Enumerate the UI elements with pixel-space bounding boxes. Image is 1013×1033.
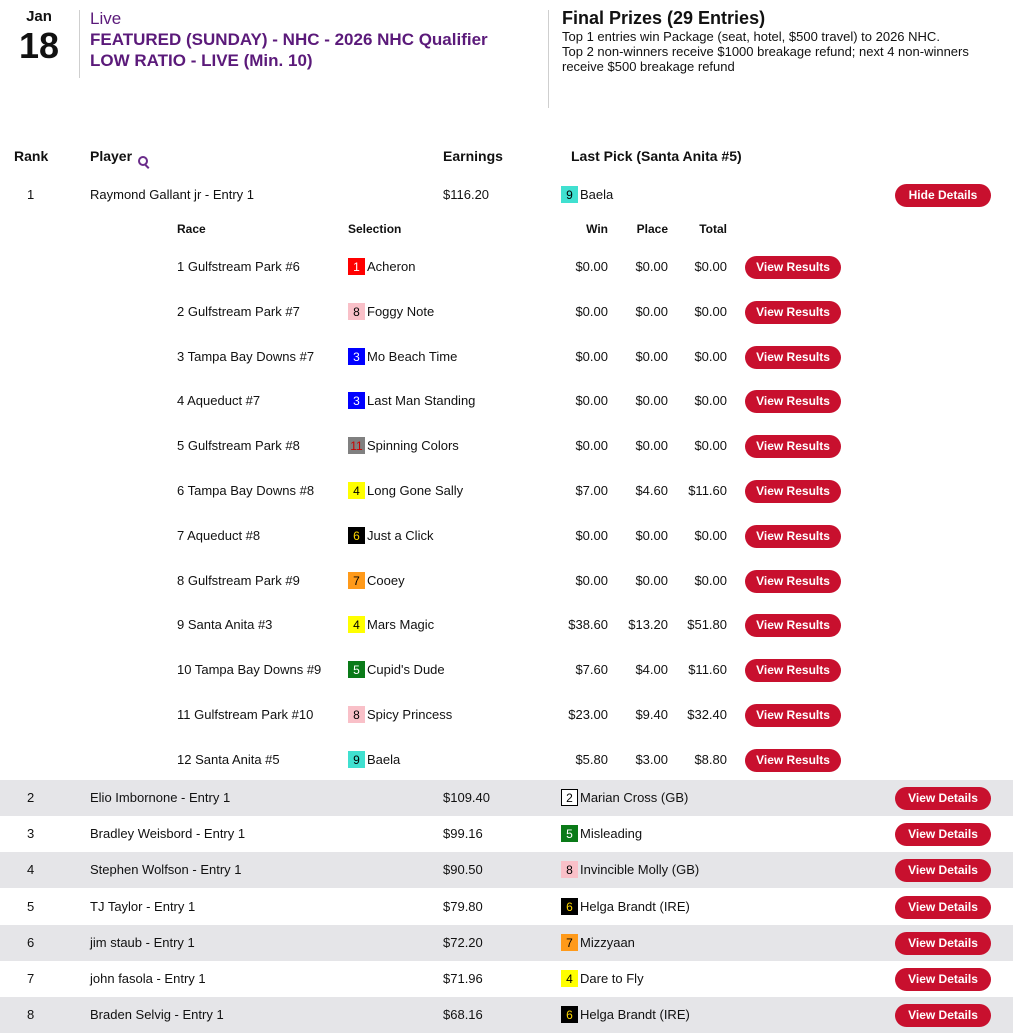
view-results-button[interactable]: View Results	[745, 525, 841, 548]
race-detail-row	[0, 647, 1013, 692]
saddle-cloth-number: 6	[561, 898, 578, 915]
view-details-button[interactable]: View Details	[895, 859, 991, 882]
win-cell: $0.00	[575, 438, 608, 454]
view-details-button[interactable]: View Details	[895, 932, 991, 955]
win-cell: $7.60	[575, 662, 608, 678]
horse-name: Spicy Princess	[367, 707, 453, 723]
horse-name: Misleading	[580, 826, 643, 842]
selection-cell	[348, 258, 415, 275]
last-pick-cell	[561, 825, 642, 842]
player-name: Braden Selvig - Entry 1	[90, 1007, 224, 1022]
total-cell: $0.00	[694, 572, 727, 588]
selection-cell	[348, 661, 445, 678]
horse-name: Helga Brandt (IRE)	[580, 1007, 690, 1023]
view-results-button[interactable]: View Results	[745, 480, 841, 503]
saddle-cloth-number: 1	[348, 258, 365, 275]
earnings-cell: $116.20	[443, 187, 490, 202]
saddle-cloth-number: 7	[561, 934, 578, 951]
rank-cell: 3	[27, 826, 35, 841]
leaderboard-row	[0, 961, 1013, 997]
rank-cell: 7	[27, 971, 35, 986]
view-results-button[interactable]: View Results	[745, 390, 841, 413]
view-results-button[interactable]: View Results	[745, 301, 841, 324]
race-detail-row	[0, 289, 1013, 334]
last-pick-header: Last Pick (Santa Anita #5)	[571, 148, 742, 164]
race-header: Race	[177, 222, 206, 236]
race-cell: 9 Santa Anita #3	[177, 617, 273, 633]
leaderboard-row	[0, 889, 1013, 925]
race-cell: 7 Aqueduct #8	[177, 527, 261, 543]
total-cell: $0.00	[694, 348, 727, 364]
horse-name: Cupid's Dude	[367, 662, 445, 678]
leaderboard-row	[0, 177, 1013, 213]
total-cell: $0.00	[694, 393, 727, 409]
win-cell: $0.00	[575, 393, 608, 409]
earnings-header: Earnings	[443, 148, 503, 164]
place-cell: $4.00	[635, 662, 668, 678]
view-details-button[interactable]: View Details	[895, 1004, 991, 1027]
horse-name: Helga Brandt (IRE)	[580, 899, 690, 915]
place-cell: $0.00	[635, 393, 668, 409]
selection-cell	[348, 572, 405, 589]
divider	[79, 10, 80, 78]
win-cell: $0.00	[575, 572, 608, 588]
selection-cell	[348, 527, 433, 544]
view-results-button[interactable]: View Results	[745, 704, 841, 727]
prizes-title: Final Prizes (29 Entries)	[562, 8, 766, 28]
horse-name: Acheron	[367, 259, 416, 275]
horse-name: Dare to Fly	[580, 971, 644, 987]
divider	[548, 10, 549, 108]
horse-name: Cooey	[367, 572, 405, 588]
total-cell: $11.60	[688, 662, 727, 678]
win-cell: $0.00	[575, 303, 608, 319]
race-detail-row	[0, 334, 1013, 379]
saddle-cloth-number: 9	[561, 186, 578, 203]
last-pick-cell	[561, 1006, 690, 1023]
place-cell: $0.00	[635, 572, 668, 588]
place-cell: $0.00	[635, 303, 668, 319]
place-cell: $0.00	[635, 438, 668, 454]
selection-cell	[348, 751, 400, 768]
win-cell: $38.60	[568, 617, 608, 633]
event-header	[0, 0, 1013, 110]
race-detail-row	[0, 513, 1013, 558]
race-detail-row	[0, 737, 1013, 782]
rank-cell: 1	[27, 187, 35, 202]
total-cell: $51.80	[687, 617, 727, 633]
search-icon[interactable]	[138, 156, 149, 167]
view-results-button[interactable]: View Results	[745, 659, 841, 682]
event-date	[11, 8, 67, 65]
hide-details-button[interactable]: Hide Details	[895, 184, 991, 207]
prizes-line-2: Top 2 non-winners receive $1000 breakage refund; next 4 non-winners receive $500 breakage refund	[562, 44, 969, 74]
place-cell: $0.00	[635, 348, 668, 364]
selection-cell	[348, 348, 457, 365]
last-pick-cell	[561, 789, 688, 806]
view-results-button[interactable]: View Results	[745, 570, 841, 593]
view-details-button[interactable]: View Details	[895, 896, 991, 919]
view-details-button[interactable]: View Details	[895, 787, 991, 810]
saddle-cloth-number: 6	[348, 527, 365, 544]
horse-name: Baela	[367, 751, 401, 767]
leaderboard-row	[0, 780, 1013, 816]
total-cell: $8.80	[694, 751, 727, 767]
place-cell: $0.00	[635, 259, 668, 274]
race-cell: 1 Gulfstream Park #6	[177, 259, 300, 274]
place-cell: $0.00	[635, 527, 668, 543]
place-cell: $3.00	[635, 751, 668, 767]
race-detail-row	[0, 423, 1013, 468]
rank-cell: 6	[27, 935, 35, 950]
win-cell: $0.00	[575, 527, 608, 543]
selection-cell	[348, 392, 475, 409]
total-cell: $0.00	[694, 259, 727, 274]
leaderboard-header	[0, 140, 1013, 172]
place-cell: $9.40	[635, 707, 668, 722]
race-cell: 10 Tampa Bay Downs #9	[177, 662, 322, 678]
horse-name: Baela	[580, 187, 614, 203]
selection-cell	[348, 706, 452, 723]
saddle-cloth-number: 5	[348, 661, 365, 678]
win-cell: $5.80	[575, 751, 608, 767]
total-cell: $11.60	[688, 483, 727, 498]
win-header: Win	[586, 222, 608, 236]
horse-name: Foggy Note	[367, 303, 435, 319]
prizes-line-1: Top 1 entries win Package (seat, hotel, $500 travel) to 2026 NHC.	[562, 29, 940, 44]
horse-name: Just a Click	[367, 527, 434, 543]
race-cell: 8 Gulfstream Park #9	[177, 572, 300, 588]
earnings-cell: $71.96	[443, 971, 483, 986]
race-detail-row	[0, 468, 1013, 513]
horse-name: Spinning Colors	[367, 438, 459, 454]
player-name: Bradley Weisbord - Entry 1	[90, 826, 246, 841]
place-header: Place	[636, 222, 668, 236]
selection-header: Selection	[348, 222, 402, 236]
earnings-cell: $90.50	[443, 862, 483, 877]
player-header	[90, 148, 132, 164]
view-results-button[interactable]: View Results	[745, 614, 841, 637]
win-cell: $0.00	[575, 348, 608, 364]
rank-cell: 8	[27, 1007, 35, 1022]
prizes-panel	[562, 8, 1002, 74]
event-day: 18	[18, 25, 60, 66]
race-cell: 2 Gulfstream Park #7	[177, 303, 300, 319]
selection-cell	[348, 482, 463, 499]
race-detail-row	[0, 692, 1013, 737]
horse-name: Mizzyaan	[580, 935, 635, 951]
race-detail-row	[0, 602, 1013, 647]
race-detail-row	[0, 558, 1013, 603]
race-detail-row	[0, 378, 1013, 423]
saddle-cloth-number: 4	[348, 616, 365, 633]
earnings-cell: $68.16	[443, 1007, 483, 1022]
selection-cell	[348, 437, 459, 454]
view-results-button[interactable]: View Results	[745, 749, 841, 772]
event-info	[90, 9, 530, 71]
saddle-cloth-number: 5	[561, 825, 578, 842]
win-cell: $0.00	[575, 259, 608, 274]
saddle-cloth-number: 3	[348, 348, 365, 365]
race-cell: 3 Tampa Bay Downs #7	[177, 348, 315, 364]
player-name: Stephen Wolfson - Entry 1	[90, 862, 242, 877]
saddle-cloth-number: 4	[348, 482, 365, 499]
horse-name: Mars Magic	[367, 617, 435, 633]
saddle-cloth-number: 8	[348, 706, 365, 723]
event-status: Live	[90, 9, 122, 28]
player-name: john fasola - Entry 1	[90, 971, 206, 986]
horse-name: Mo Beach Time	[367, 348, 458, 364]
selection-cell	[348, 303, 434, 320]
race-detail-row	[0, 244, 1013, 289]
win-cell: $7.00	[575, 483, 608, 498]
saddle-cloth-number: 9	[348, 751, 365, 768]
total-cell: $0.00	[694, 438, 727, 454]
leaderboard-row	[0, 852, 1013, 888]
player-name: Elio Imbornone - Entry 1	[90, 790, 231, 805]
event-month: Jan	[26, 8, 52, 25]
total-cell: $0.00	[694, 527, 727, 543]
saddle-cloth-number: 4	[561, 970, 578, 987]
last-pick-cell	[561, 934, 635, 951]
last-pick-cell	[561, 898, 690, 915]
saddle-cloth-number: 6	[561, 1006, 578, 1023]
earnings-cell: $79.80	[443, 899, 483, 914]
leaderboard-row	[0, 997, 1013, 1033]
last-pick-cell	[561, 861, 699, 878]
horse-name: Long Gone Sally	[367, 483, 464, 499]
view-results-button[interactable]: View Results	[745, 256, 841, 279]
view-results-button[interactable]: View Results	[745, 346, 841, 369]
total-header: Total	[699, 222, 727, 236]
leaderboard-row	[0, 816, 1013, 852]
saddle-cloth-number: 8	[348, 303, 365, 320]
race-cell: 5 Gulfstream Park #8	[177, 438, 300, 454]
race-cell: 4 Aqueduct #7	[177, 393, 261, 409]
total-cell: $32.40	[687, 707, 727, 722]
view-details-button[interactable]: View Details	[895, 968, 991, 991]
view-results-button[interactable]: View Results	[745, 435, 841, 458]
last-pick-cell	[561, 970, 644, 987]
rank-cell: 5	[27, 899, 35, 914]
player-name: jim staub - Entry 1	[90, 935, 195, 950]
race-cell: 12 Santa Anita #5	[177, 751, 280, 767]
player-name: Raymond Gallant jr - Entry 1	[90, 187, 255, 202]
earnings-cell: $72.20	[443, 935, 483, 950]
entry-details-panel	[0, 212, 1013, 778]
earnings-cell: $109.40	[443, 790, 490, 805]
event-title: FEATURED (SUNDAY) - NHC - 2026 NHC Qualifier LOW RATIO - LIVE (Min. 10)	[90, 30, 488, 70]
horse-name: Last Man Standing	[367, 393, 476, 409]
saddle-cloth-number: 2	[561, 789, 578, 806]
place-cell: $13.20	[628, 617, 668, 633]
place-cell: $4.60	[635, 483, 668, 498]
selection-cell	[348, 616, 434, 633]
player-name: TJ Taylor - Entry 1	[90, 899, 196, 914]
rank-cell: 2	[27, 790, 35, 805]
view-details-button[interactable]: View Details	[895, 823, 991, 846]
saddle-cloth-number: 7	[348, 572, 365, 589]
win-cell: $23.00	[568, 707, 608, 722]
race-cell: 6 Tampa Bay Downs #8	[177, 483, 315, 498]
total-cell: $0.00	[694, 303, 727, 319]
player-header-label: Player	[90, 148, 133, 164]
race-cell: 11 Gulfstream Park #10	[177, 707, 314, 722]
rank-cell: 4	[27, 862, 35, 877]
earnings-cell: $99.16	[443, 826, 483, 841]
rank-header: Rank	[14, 148, 49, 164]
saddle-cloth-number: 3	[348, 392, 365, 409]
horse-name: Invincible Molly (GB)	[580, 862, 700, 878]
saddle-cloth-number: 11	[348, 437, 365, 454]
last-pick-cell	[561, 186, 613, 203]
saddle-cloth-number: 8	[561, 861, 578, 878]
horse-name: Marian Cross (GB)	[580, 790, 689, 806]
leaderboard-row	[0, 925, 1013, 961]
